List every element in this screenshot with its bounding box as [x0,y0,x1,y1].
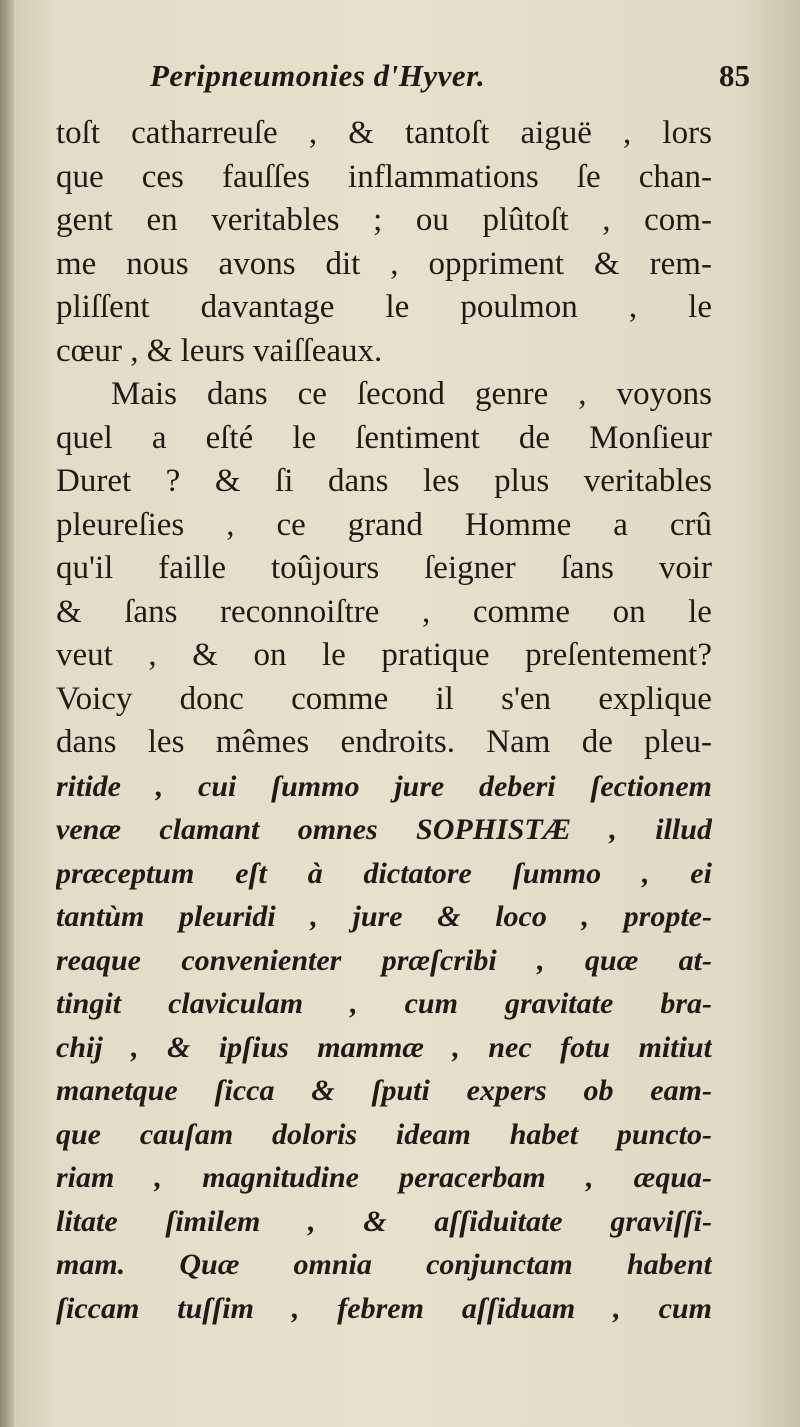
text-line: que cauſam doloris ideam habet puncto- [56,1117,712,1151]
body-text [56,112,712,1330]
text-line: mam. Quæ omnia conjunctam habent [56,1248,712,1281]
text-line: ſiccam tuſſim , febrem aſſiduam , cum [56,1291,712,1325]
page-number: 85 [719,58,750,93]
text-line: que ces fauſſes inflammations ſe chan- [56,158,712,195]
page-gutter [0,0,14,1427]
page-header [150,58,750,108]
text-line: tingit claviculam , cum gravitate bra- [56,987,712,1020]
text-line: cœur , & leurs vaiſſeaux. [56,332,383,369]
text-line: venæ clamant omnes SOPHISTÆ , illud [56,813,712,846]
text-line: riam , magnitudine peracerbam , æqua- [56,1161,712,1194]
text-line: reaque convenienter præſcribi , quæ at- [56,943,712,977]
text-line: qu'il faille toûjours ſeigner ſans voir [56,550,712,586]
text-line: veut , & on le pratique preſentement? [56,637,712,673]
text-line: ritide , cui ſummo jure deberi ſectionem [56,769,712,803]
text-line: gent en veritables ; ou plûtoſt , com- [56,202,712,238]
text-line: pliſſent davantage le poulmon , le [56,289,712,325]
text-line: Voicy donc comme il s'en explique [56,680,712,717]
text-line: & ſans reconnoiſtre , comme on le [56,593,712,630]
text-line: toſt catharreuſe , & tantoſt aiguë , lors [56,115,712,151]
text-line: litate ſimilem , & aſſiduitate graviſſi- [56,1204,712,1238]
text-line: quel a eſté le ſentiment de Monſieur [56,419,712,456]
text-line: præceptum eſt à dictatore ſummo , ei [56,856,712,890]
text-line: me nous avons dit , oppriment & rem- [56,245,712,282]
text-line: dans les mêmes endroits. Nam de pleu- [56,724,712,760]
text-line: manetque ſicca & ſputi expers ob eam- [56,1074,712,1107]
text-line: Duret ? & ſi dans les plus veritables [56,463,712,499]
text-line: pleureſies , ce grand Homme a crû [56,506,712,543]
text-line: Mais dans ce ſecond genre , voyons [111,376,712,412]
text-line: tantùm pleuridi , jure & loco , propte- [56,900,712,933]
text-line: chij , & ipſius mammæ , nec fotu mitiut [56,1030,712,1064]
running-title: Peripneumonies d'Hyver. [150,58,486,93]
